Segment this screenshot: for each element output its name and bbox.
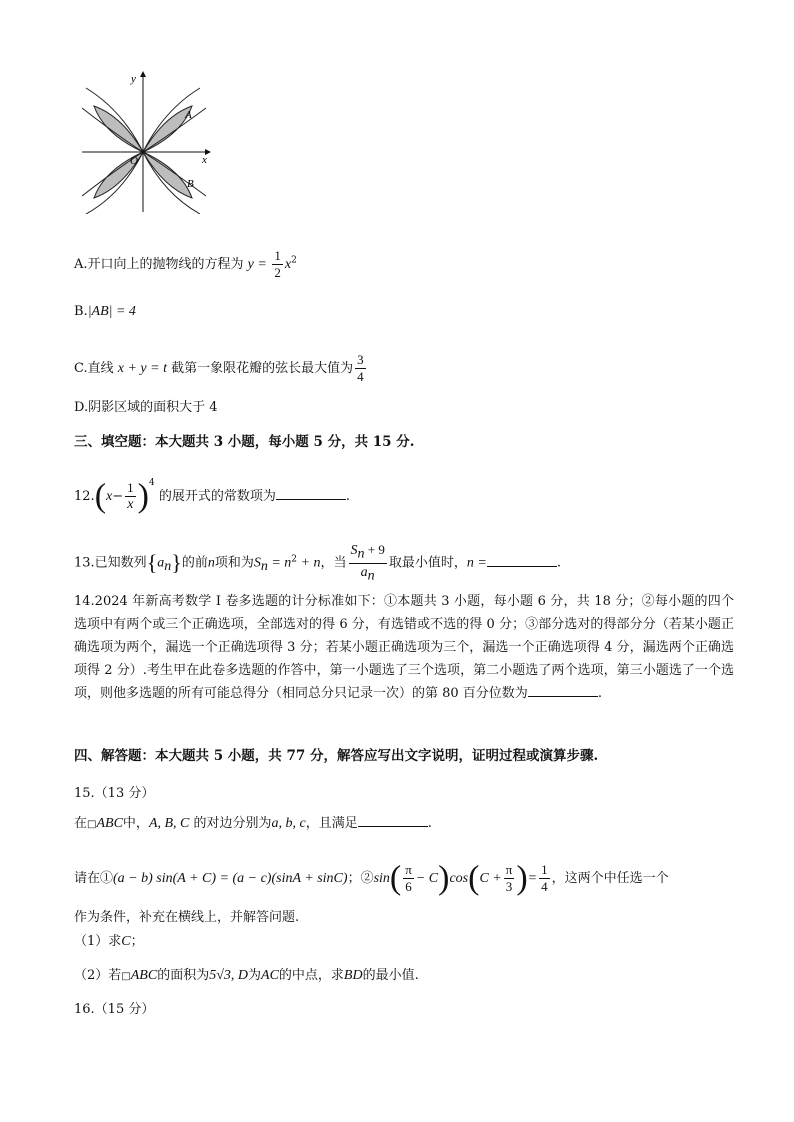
section-3-heading: 三、填空题：本大题共 3 小题，每小题 5 分，共 15 分. [74, 434, 415, 450]
fraction: $\frac{\pi}{6}$ [405, 862, 412, 894]
point-label-a: A [185, 109, 192, 121]
fraction: $\frac{1}{2}$ [274, 248, 281, 280]
origin-label: O [130, 155, 138, 167]
answer-blank[interactable] [276, 487, 346, 500]
fraction: $\frac{1}{x}$ [127, 480, 134, 512]
petal-q4 [143, 152, 192, 198]
question-13: 13.已知数列$\{a_n\}$的前n项和为$S_n = n^2 + n$，当 $\frac{S_n + 9}{a_n}$ 取最小值时，n = . [74, 542, 561, 584]
answer-blank[interactable] [358, 814, 428, 827]
section-4-heading: 四、解答题：本大题共 5 小题，共 77 分，解答应写出文字说明，证明过程或演算步骤. [74, 748, 599, 764]
question-15-conditions: 请在①(a − b) sin(A + C) = (a − c)(sinA + sinC)；②sin( $\frac{\pi}{6}$ − C)cos(C + $\frac{\pi}{3}$ )= $\frac{1}{4}$ ，这两个中任选一个 [74, 859, 669, 897]
answer-blank[interactable] [528, 684, 598, 697]
question-15-label: 15.（13 分） [74, 786, 155, 801]
fraction: $\frac{S_n + 9}{a_n}$ [350, 542, 385, 584]
option-b: B.|AB| = 4 [74, 304, 136, 319]
point-label-b: B [187, 178, 194, 190]
question-12: 12.(x− $\frac{1}{x}$ )$^4$ 的展开式的常数项为 . [74, 477, 350, 515]
flower-figure [78, 68, 218, 214]
axis-label-x: x [202, 154, 207, 166]
question-15-intro: 在□ABC中，A, B, C 的对边分别为a, b, c，且满足 . [74, 816, 432, 831]
axis-label-y: y [131, 73, 136, 85]
option-d: D.阴影区域的面积大于 4 [74, 400, 218, 415]
fraction: $\frac{3}{4}$ [357, 352, 364, 384]
fraction: $\frac{\pi}{3}$ [505, 862, 513, 894]
fraction: $\frac{1}{4}$ [541, 862, 548, 894]
question-14: 14.2024 年新高考数学 I 卷多选题的计分标准如下：①本题共 3 小题，每小题 6 分，共 18 分；②每小题的四个选项中有两个或三个正确选项，全部选对的得 6 分，有选错或不选的得 0 分；③部分选对的得部分分（若某小题正确选项为两个，漏选一个正确选项得 3 分；若某小题正确选项为三个，漏选一个正确选项得 4 分，漏选两个正确选项得 2 分）.考生甲在此卷多选题的作答中，第一小题选了三个选项，第二小题选了两个选项，第三小题选了一个选项，则他多选题的所有可能总得分（相同总分只记录一次）的第 80 百分位数为 . [74, 594, 734, 701]
question-15-part-1: （1）求C； [74, 934, 144, 949]
answer-blank[interactable] [487, 554, 557, 567]
option-a: A.开口向上的抛物线的方程为 y = $\frac{1}{2}$ $x^2$ [74, 248, 297, 280]
question-15-part-2: （2）若□ABC的面积为5√3, D为AC的中点，求BD的最小值. [74, 968, 419, 983]
option-c: C.直线 x + y = t 截第一象限花瓣的弦长最大值为 $\frac{3}{4}$ [74, 352, 364, 384]
petal-q2 [94, 106, 143, 152]
question-16-label: 16.（15 分） [74, 1002, 155, 1017]
question-15-condition-line2: 作为条件，补充在横线上，并解答问题. [74, 910, 300, 925]
